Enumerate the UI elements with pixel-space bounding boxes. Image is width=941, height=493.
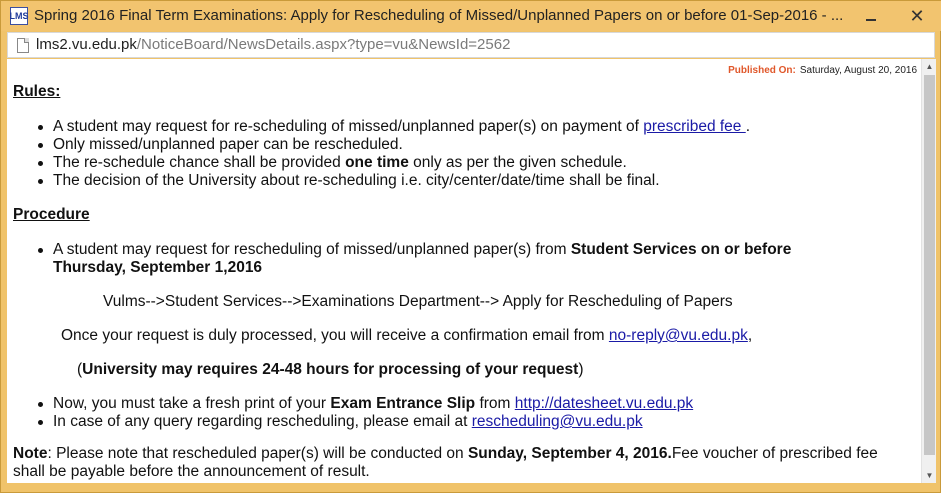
title-bar[interactable] [1,1,941,31]
rescheduling-email-link[interactable]: rescheduling@vu.edu.pk [471,413,643,430]
scroll-down-icon[interactable]: ▼ [925,471,934,480]
procedure-list-1 [13,241,913,277]
datesheet-link[interactable]: http://datesheet.vu.edu.pk [514,395,694,412]
minimize-button[interactable] [857,5,885,27]
rules-heading: Rules: [13,83,61,100]
url-host: lms2.vu.edu.pk [36,36,137,53]
rules-item-1: A student may request for re-scheduling of missed/unplanned paper(s) on payment of prescribed fee . [13,118,913,136]
scroll-up-icon[interactable]: ▲ [925,62,934,71]
note-paragraph: Note: Please note that rescheduled paper(s) will be conducted on Sunday, September 4, 2016.Fee voucher of prescribed fee shall be payable before the announcement of result. [13,445,878,480]
procedure-item-1: A student may request for rescheduling of missed/unplanned paper(s) from Student Services on or before Thursday, September 1,2016 [13,241,913,277]
processing-time-note: (University may requires 24-48 hours for processing of your request) [77,361,584,378]
url-path: /NoticeBoard/NewsDetails.aspx?type=vu&NewsId=2562 [136,36,511,53]
vertical-scrollbar[interactable] [921,59,936,483]
published-on [728,65,917,76]
minimize-icon [866,19,876,21]
scrollbar-thumb[interactable] [924,75,935,455]
rules-item-2: Only missed/unplanned paper can be rescheduled. [13,136,913,154]
rules-list [13,118,913,190]
close-button[interactable] [899,5,935,27]
rules-item-3: The re-schedule chance shall be provided one time only as per the given schedule. [13,154,913,172]
window-title: Spring 2016 Final Term Examinations: Apply for Rescheduling of Missed/Unplanned Papers on or before 01-Sep-2016 - ... [34,7,844,24]
vu-lms-logo-icon: LMS [10,7,28,25]
url-text [36,36,510,53]
close-icon: ✕ [909,5,925,26]
procedure-item-3: In case of any query regarding rescheduling, please email at rescheduling@vu.edu.pk [13,413,913,431]
address-bar[interactable] [7,32,935,58]
page-icon [17,38,29,53]
rules-item-4: The decision of the University about re-scheduling i.e. city/center/date/time shall be final. [13,172,913,190]
confirmation-line: Once your request is duly processed, you will receive a confirmation email from no-reply@vu.edu.pk, [61,327,753,344]
procedure-item-2: Now, you must take a fresh print of your Exam Entrance Slip from http://datesheet.vu.edu.pk [13,395,913,413]
prescribed-fee-link[interactable]: prescribed fee [643,118,746,135]
rescheduling-path: Vulms-->Student Services-->Examinations Department--> Apply for Rescheduling of Papers [103,293,733,310]
published-label: Published On: [728,65,796,76]
no-reply-email-link[interactable]: no-reply@vu.edu.pk [608,327,748,344]
procedure-list-2 [13,395,913,431]
published-date: Saturday, August 20, 2016 [799,65,917,76]
page-content [7,59,921,483]
procedure-heading: Procedure [13,206,90,223]
